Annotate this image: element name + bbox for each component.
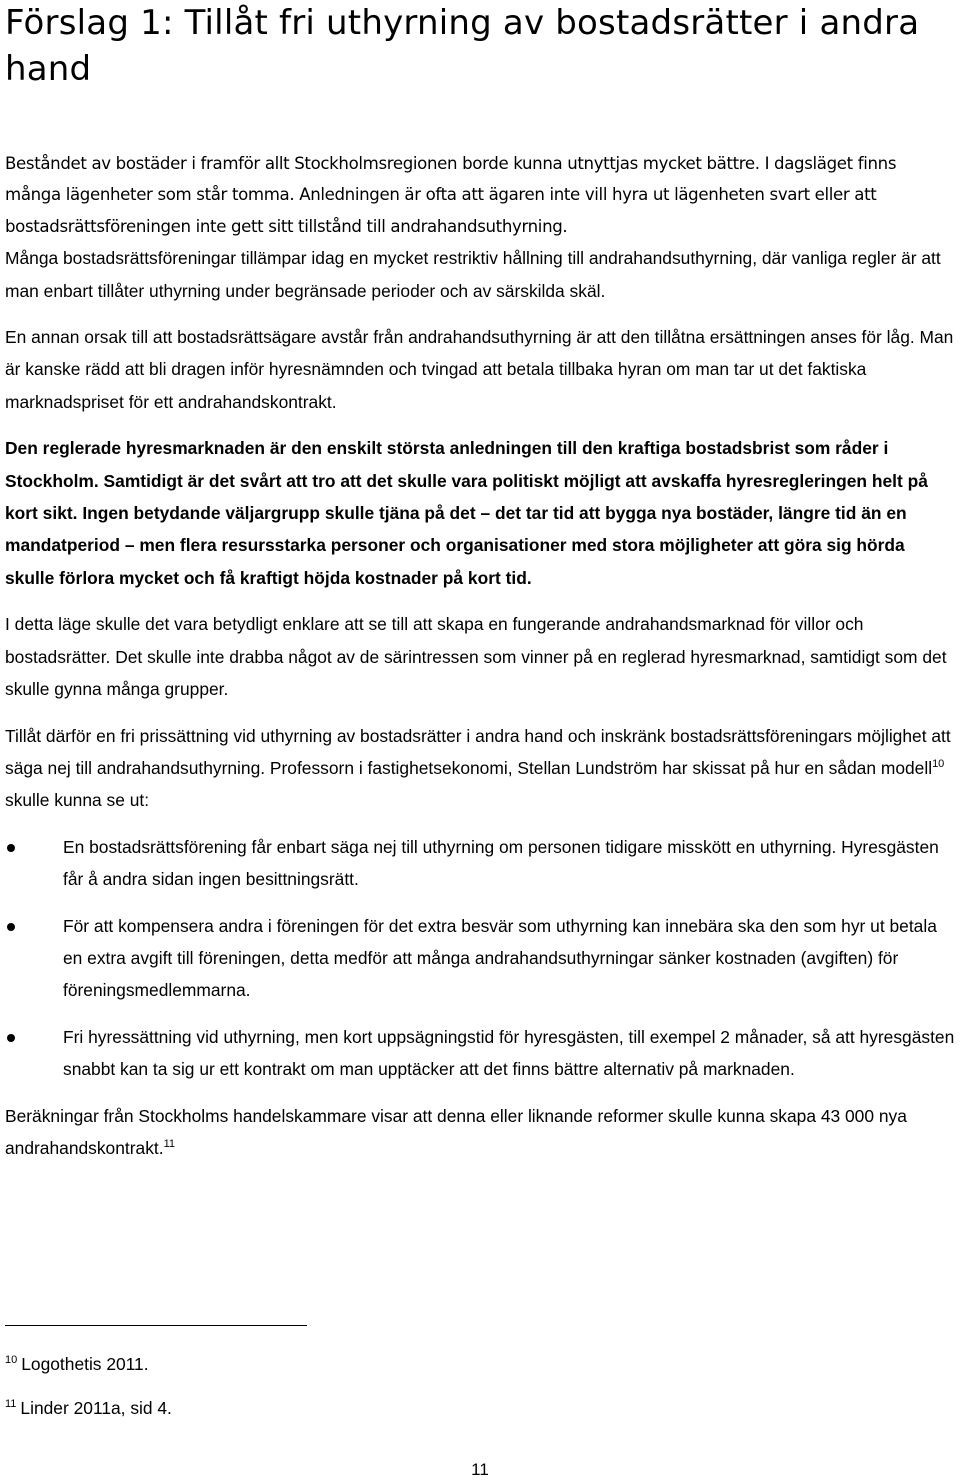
body-text [5, 148, 955, 1164]
bullet-text: En bostadsrättsförening får enbart säga nej till uthyrning om personen tidigare misskött en uthyrning. Hyresgästen får å andra sidan ingen besittningsrätt. [63, 836, 939, 890]
bullet-icon [7, 923, 15, 931]
paragraph-4-bold [5, 432, 955, 594]
paragraph-3: En annan orsak till att bostadsrättsägare avstår från andrahandsuthyrning är att den tillåtna ersättningen anses för låg. Man är kanske rädd att bli dragen inför hyresnämnden och tvingad att betala tillbaka hyran om man tar ut det faktiska marknadspriset för ett andrahandskontrakt. [5, 327, 954, 412]
bullet-item [5, 831, 955, 896]
paragraph-4-text: Den reglerade hyresmarknaden är den enskilt största anledningen till den kraftiga bostadsbrist som råder i Stockholm. Samtidigt är det svårt att tro att det skulle vara politiskt möjligt att avskaffa hyresregleringen helt på kort sikt. Ingen betydande väljargrupp skulle tjäna på det – det tar tid att bygga nya bostäder, längre tid än en mandatperiod – men flera resursstarka personer och organisationer med stora möjligheter att göra sig hörda skulle förlora mycket och få kraftigt höjda kostnader på kort tid. [5, 438, 928, 588]
footnote-number: 10 [5, 1354, 18, 1366]
footnote-ref-10: 10 [932, 758, 945, 771]
bullet-text: För att kompensera andra i föreningen för det extra besvär som uthyrning kan innebära ska den som hyr ut betala en extra avgift till föreningen, detta medför att många andrahandsuthyrningar sänker kostnaden (avgiften) för föreningsmedlemmarna. [63, 915, 937, 1001]
page-title: Förslag 1: Tillåt fri uthyrning av bostadsrätter i andra hand [5, 3, 920, 89]
paragraph-7-text: Beräkningar från Stockholms handelskammare visar att denna eller liknande reformer skulle kunna skapa 43 000 nya andrahandskontrakt. [5, 1105, 907, 1158]
paragraph-6-text: Tillåt därför en fri prissättning vid uthyrning av bostadsrätter i andra hand och inskränk bostadsrättsföreningars möjlighet att säga nej till andrahandsuthyrning. Professorn i fastighetsekonomi, Stellan Lundström har skissat på hur en sådan modell [5, 725, 951, 778]
paragraph-7 [5, 1100, 955, 1165]
footnote-item [5, 1396, 955, 1420]
paragraph-5: I detta läge skulle det vara betydligt enklare att se till att skapa en fungerande andrahandsmarknad för villor och bostadsrätter. Det skulle inte drabba något av de särintressen som vinner på en reglerad hyresmarknad, samtidigt som det skulle gynna många grupper. [5, 614, 947, 700]
bullet-icon [7, 844, 15, 852]
paragraph-6 [5, 720, 955, 817]
bullet-item [5, 910, 955, 1007]
bullet-icon [7, 1034, 15, 1042]
bullet-item [5, 1021, 955, 1086]
footnote-text: Logothetis 2011. [21, 1354, 149, 1374]
bullet-list [5, 831, 955, 1086]
footnote-number: 11 [5, 1398, 17, 1410]
footnote-separator [5, 1325, 307, 1326]
footnote-ref-11: 11 [163, 1138, 175, 1151]
paragraph-2: Många bostadsrättsföreningar tillämpar idag en mycket restriktiv hållning till andrahandsuthyrning, där vanliga regler är att man enbart tillåter uthyrning under begränsade perioder och av särskilda skäl. [5, 248, 941, 301]
footnotes [5, 1352, 955, 1440]
paragraph-6-tail: skulle kunna se ut: [5, 790, 150, 811]
page-number: 11 [471, 1460, 489, 1479]
footnote-text: Linder 2011a, sid 4. [20, 1398, 172, 1418]
bullet-text: Fri hyressättning vid uthyrning, men kort uppsägningstid för hyresgästen, till exempel 2 månader, så att hyresgästen snabbt kan ta sig ur ett kontrakt om man upptäcker att det finns bättre alternativ på marknaden. [63, 1026, 955, 1080]
footnote-item [5, 1352, 955, 1376]
paragraph-1: Beståndet av bostäder i framför allt Stockholmsregionen borde kunna utnyttjas mycket bättre. I dagsläget finns många lägenheter som står tomma. Anledningen är ofta att ägaren inte vill hyra ut lägenheten svart eller att bostadsrättsföreningen inte gett sitt tillstånd till andrahandsuthyrning. [5, 154, 897, 236]
